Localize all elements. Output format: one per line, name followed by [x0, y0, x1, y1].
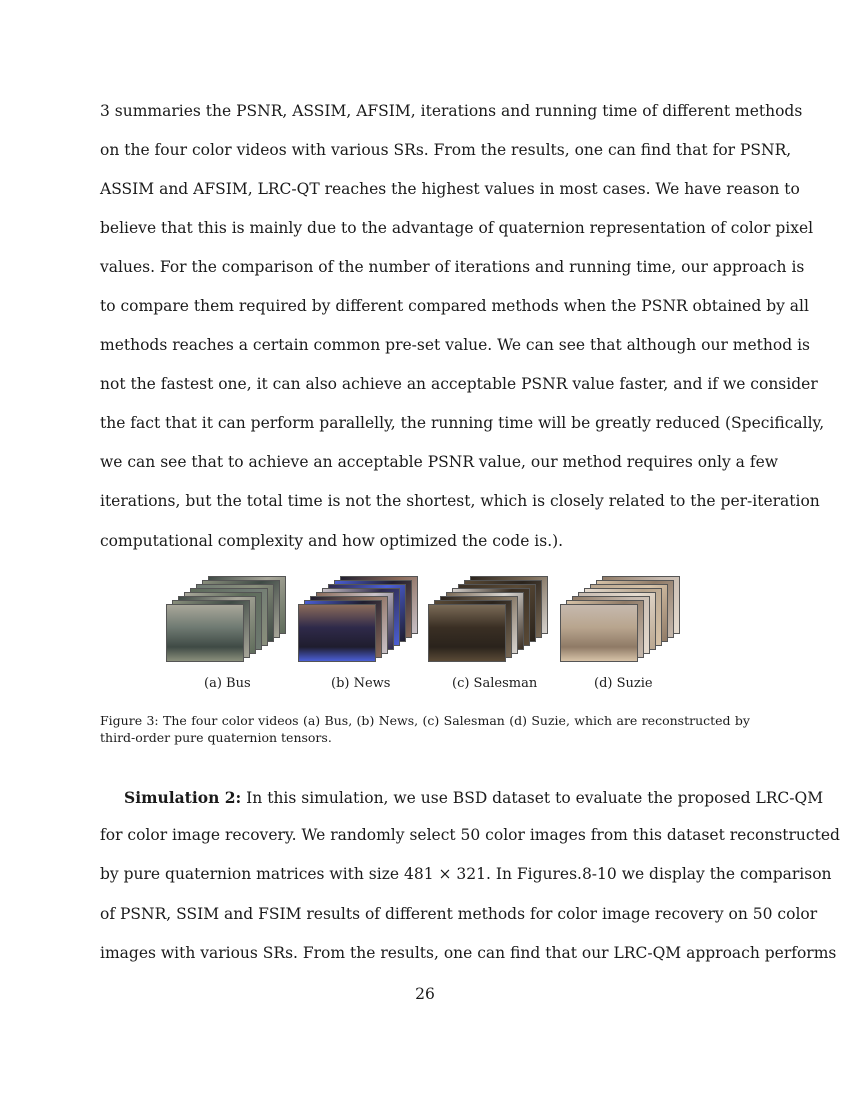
video-frame	[560, 604, 638, 662]
video-stack-bus	[166, 568, 288, 663]
figure-3	[160, 568, 700, 668]
paragraph-line: to compare them required by different compared methods when the PSNR obtained by all	[100, 297, 809, 315]
video-frame	[166, 604, 244, 662]
paragraph-line: 3 summaries the PSNR, ASSIM, AFSIM, iterations and running time of different methods	[100, 102, 803, 120]
paragraph-text: In this simulation, we use BSD dataset to evaluate the proposed LRC-QM	[241, 789, 824, 807]
paragraph-line: we can see that to achieve an acceptable PSNR value, our method requires only a few	[100, 453, 779, 471]
paragraph-line: by pure quaternion matrices with size 481 × 321. In Figures.8-10 we display the comparison	[100, 865, 832, 883]
subfigure-caption-salesman: (c) Salesman	[452, 676, 538, 691]
video-stack-news	[298, 568, 420, 663]
subfigure-caption-news: (b) News	[331, 676, 391, 691]
page-number: 26	[415, 985, 435, 1003]
paragraph-line: iterations, but the total time is not the shortest, which is closely related to the per-iteration	[100, 492, 820, 510]
paragraph-line: ASSIM and AFSIM, LRC-QT reaches the highest values in most cases. We have reason to	[100, 180, 800, 198]
paragraph-line: on the four color videos with various SRs. From the results, one can find that for PSNR,	[100, 141, 792, 159]
caption-line: Figure 3: The four color videos (a) Bus, (b) News, (c) Salesman (d) Suzie, which are reconstructed by	[100, 713, 750, 728]
video-stack-salesman	[428, 568, 550, 663]
paragraph-line: computational complexity and how optimized the code is.).	[100, 532, 564, 550]
simulation-heading: Simulation 2:	[124, 788, 242, 807]
paragraph-line	[124, 788, 824, 808]
paragraph-line: for color image recovery. We randomly select 50 color images from this dataset reconstructed	[100, 826, 840, 844]
paragraph-line: methods reaches a certain common pre-set value. We can see that although our method is	[100, 336, 810, 354]
figure-caption	[100, 712, 750, 746]
paragraph-line: of PSNR, SSIM and FSIM results of different methods for color image recovery on 50 color	[100, 905, 818, 923]
video-frame	[428, 604, 506, 662]
video-frame	[298, 604, 376, 662]
subfigure-caption-suzie: (d) Suzie	[594, 676, 653, 691]
paragraph-line: values. For the comparison of the number of iterations and running time, our approach is	[100, 258, 805, 276]
paragraph-line: believe that this is mainly due to the advantage of quaternion representation of color pixel	[100, 219, 814, 237]
paragraph-line: not the fastest one, it can also achieve an acceptable PSNR value faster, and if we consider	[100, 375, 818, 393]
caption-line: third-order pure quaternion tensors.	[100, 730, 332, 745]
paragraph-line: the fact that it can perform parallelly, the running time will be greatly reduced (Specifically,	[100, 414, 825, 432]
paragraph-line: images with various SRs. From the results, one can find that our LRC-QM approach performs	[100, 944, 837, 962]
video-stack-suzie	[560, 568, 682, 663]
subfigure-caption-bus: (a) Bus	[204, 676, 251, 691]
